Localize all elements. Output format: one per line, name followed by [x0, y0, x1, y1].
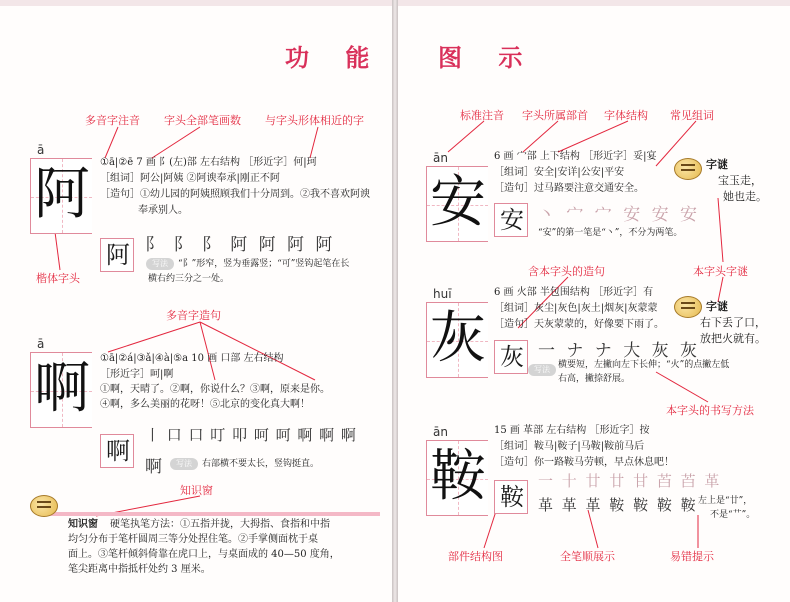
entry-sentence-line: 奉承别人。 [138, 205, 188, 216]
annotation-with-head-sentence: 含本字头的造句 [528, 265, 605, 278]
writing-tag: 写法 [146, 258, 174, 270]
error-tip-note: 左上是“廿”， [698, 496, 753, 506]
annotation-writing-method: 本字头的书写方法 [666, 404, 754, 417]
annotation-std-pinyin: 标准注音 [460, 109, 504, 122]
big-char: 鞍 [430, 444, 486, 509]
knowledge-text: 均匀分布于笔杆圆周三等分处捏住笔。②手掌侧面枕于桌 [68, 534, 318, 545]
stroke-order-sequence: 一 ナ ナ 大 灰 灰 [538, 341, 701, 361]
small-char: 安 [500, 206, 524, 234]
big-char-box-a2 [30, 337, 92, 428]
annotation-structure: 字体结构 [604, 109, 648, 122]
stroke-order-sequence: 一 十 廿 廿 甘 苩 苩 革 [538, 472, 722, 490]
entry-words-line: ［组词］灰尘|灰色|灰土|烟灰|灰蒙蒙 [494, 303, 658, 314]
annotation-poly-pinyin: 多音字注音 [85, 114, 140, 127]
big-char-box-an [426, 151, 488, 242]
entry-sentence-line: ④啊，多么美丽的花呀！⑤北京的变化真大啊！ [100, 399, 310, 410]
entry-info-line: 15 画 革部 左右结构 ［形近字］按 [494, 425, 650, 436]
entry-words-line: ［组词］阿公|阿姨 ②阿谀奉承|刚正不阿 [100, 173, 280, 184]
knowledge-text: 面上。③笔杆倾斜倚靠在虎口上，与桌面成的 40—50 度角， [68, 549, 340, 560]
knowledge-label: 知识窗 [68, 519, 98, 530]
annotation-common-words: 常见组词 [670, 109, 714, 122]
right-page [398, 0, 790, 602]
writing-note: 横右约三分之一处。 [148, 274, 230, 284]
writing-note: “阝”形窄，竖为垂露竖；“可”竖钩起笔在长 [178, 259, 350, 269]
annotation-kai-head: 楷体字头 [36, 272, 80, 285]
entry-sentence-line: ［造句］天灰蒙蒙的，好像要下雨了。 [494, 319, 664, 330]
big-char: 灰 [430, 306, 486, 371]
right-page-title: 图 示 [438, 44, 537, 72]
small-char-box [494, 203, 528, 237]
big-char-pinyin: huī [433, 287, 452, 301]
big-char: 啊 [34, 356, 90, 421]
bee-mascot-icon [30, 495, 58, 517]
entry-info-line: 6 画 火部 半包围结构 ［形近字］有 [494, 287, 654, 298]
riddle-text: 她也走。 [723, 190, 767, 203]
stroke-order-sequence: 阝 阝 阝 阿 阿 阿 阿 [145, 235, 336, 255]
small-char: 啊 [106, 437, 130, 465]
annotation-poly-sentence: 多音字造句 [166, 309, 221, 322]
annotation-similar-chars: 与字头形体相近的字 [265, 114, 364, 127]
big-char: 阿 [34, 162, 90, 227]
writing-note: 横要短，左撇向左下长伸；“火”的点撇左低 [558, 360, 730, 370]
knowledge-divider [40, 512, 380, 516]
entry-words-line: ［组词］安全|安详|公安|平安 [494, 167, 625, 178]
big-char-box-a [30, 143, 92, 234]
annotation-full-strokes: 全笔顺展示 [560, 550, 615, 563]
annotation-riddle-head: 本字头字谜 [693, 265, 748, 278]
writing-tag: 写法 [528, 364, 556, 376]
error-tip-note: 不是“艹”。 [710, 510, 756, 520]
entry-sentence-line: ①啊，天晴了。②啊，你说什么？③啊，原来是你。 [100, 384, 330, 395]
left-page [0, 0, 392, 602]
annotation-component-diagram: 部件结构图 [448, 550, 503, 563]
small-char-box [100, 238, 134, 272]
small-char-box [494, 480, 528, 514]
riddle-text: 宝玉走， [718, 174, 762, 187]
big-char-pinyin: ān [433, 151, 448, 165]
small-char-box [494, 340, 528, 374]
writing-tag: 写法 [170, 458, 198, 470]
entry-info-line: ①ā|②á|③ǎ|④à|⑤a 10 画 口部 左右结构 [100, 353, 284, 364]
big-char-box-hui [426, 287, 488, 378]
stroke-order-sequence: 革 革 革 鞍 鞍 鞍 鞍 [538, 496, 698, 514]
riddle-text: 右下丢了口， [700, 316, 766, 329]
riddle-title: 字谜 [706, 300, 728, 313]
annotation-stroke-count: 字头全部笔画数 [164, 114, 241, 127]
small-char: 灰 [500, 343, 524, 371]
annotation-knowledge-window: 知识窗 [180, 484, 213, 497]
writing-note: 右高，撇捺舒展。 [558, 374, 631, 384]
big-char-pinyin: ā [37, 337, 45, 351]
big-char-pinyin: ān [433, 425, 448, 439]
knowledge-text: 笔尖距离中指抵杆处约 3 厘米。 [68, 564, 211, 575]
writing-note: 右部横不要太长，竖钩挺直。 [202, 459, 320, 469]
stroke-order-sequence: 丨 口 口 叮 叩 呵 呵 啊 啊 啊 [145, 426, 357, 444]
entry-similar-line: ［形近字］呵|啊 [100, 369, 174, 380]
knowledge-text: 硬笔执笔方法：①五指并拢，大拇指、食指和中指 [110, 519, 330, 530]
big-char: 安 [430, 170, 486, 235]
annotation-error-tip: 易错提示 [670, 550, 714, 563]
small-char: 阿 [106, 241, 130, 269]
left-page-title: 功 能 [285, 44, 384, 72]
small-char: 鞍 [500, 483, 524, 511]
bee-mascot-icon [674, 158, 702, 180]
small-char-box [100, 434, 134, 468]
big-char-box-an3 [426, 425, 488, 516]
entry-info-line: ①ā|②ē 7 画 阝(左)部 左右结构 ［形近字］何|珂 [100, 157, 317, 168]
big-char-pinyin: ā [37, 143, 45, 157]
riddle-text: 放把火就有。 [700, 332, 766, 345]
error-tip-note: “安”的第一笔是“丶”，不分为两笔。 [538, 228, 683, 238]
entry-sentence-line: ［造句］你一路鞍马劳顿，早点休息吧！ [494, 457, 674, 468]
riddle-title: 字谜 [706, 158, 728, 171]
bee-mascot-icon [674, 296, 702, 318]
stroke-order-sequence: 啊 [145, 457, 165, 477]
stroke-order-sequence: 丶 宀 宀 安 安 安 [538, 205, 701, 225]
annotation-radical: 字头所属部首 [522, 109, 588, 122]
entry-words-line: ［组词］鞍马|鞍子|马鞍|鞍前马后 [494, 441, 645, 452]
entry-sentence-line: ［造句］①幼儿园的阿姨照顾我们十分周到。②我不喜欢阿谀 [100, 189, 370, 200]
entry-sentence-line: ［造句］过马路要注意交通安全。 [494, 183, 644, 194]
entry-info-line: 6 画 宀部 上下结构 ［形近字］妥|宴 [494, 151, 657, 162]
